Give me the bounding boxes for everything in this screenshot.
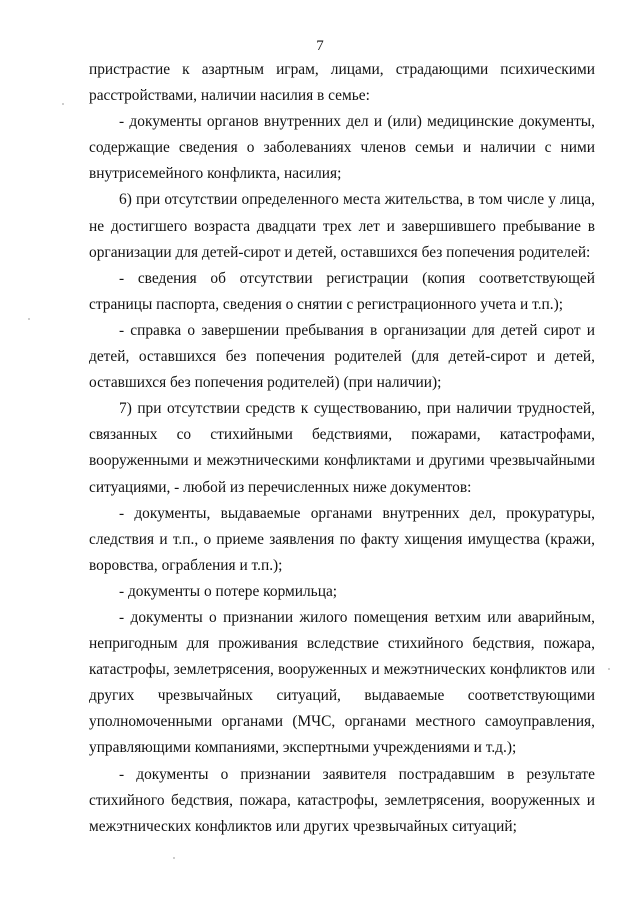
scan-speck [608,668,610,670]
scan-speck [173,857,175,859]
paragraph-continuation: пристрастие к азартным играм, лицами, страдающими психическими расстройствами, наличии насилия в семье: [89,61,595,105]
scan-speck [62,103,64,105]
document-body [89,57,595,840]
list-item-theft-docs: - документы, выдаваемые органами внутренних дел, прокуратуры, следствия и т.п., о приеме заявления по факту хищения имущества (кражи, воровства, ограбления и т.п.); [89,504,595,574]
clause-6-no-residence: 6) при отсутствии определенного места жительства, в том числе у лица, не достигшего возраста двадцати трех лет и завершившего пребывание в организации для детей-сирот и детей, оставшихся без попечения родителей: [89,191,595,261]
list-item-no-registration: - сведения об отсутствии регистрации (копия соответствующей страницы паспорта, сведения о снятии с регистрационного учета и т.п.); [89,269,595,313]
list-item-unfit-housing: - документы о признании жилого помещения ветхим или аварийным, непригодным для проживания вследствие стихийного бедствия, пожара, катастрофы, землетрясения, вооруженных и межэтнических конфликтов или других чрезвычайных ситуаций, выдаваемые соответствующими уполномоченными органами (МЧС, органами местного самоуправления, управляющими компаниями, экспертными учреждениями и т.д.); [89,608,595,757]
clause-7-no-means: 7) при отсутствии средств к существованию, при наличии трудностей, связанных со стихийными бедствиями, пожарами, катастрофами, вооруженными и межэтническими конфликтами и другими чрезвычайными ситуациями, - любой из перечисленных ниже документов: [89,400,595,496]
page-number: 7 [316,38,324,54]
scan-speck [28,318,30,320]
list-item-police-medical-docs: - документы органов внутренних дел и (или) медицинские документы, содержащие сведения о заболеваниях членов семьи и наличии с ними внутрисемейного конфликта, насилия; [89,113,595,183]
list-item-orphanage-certificate: - справка о завершении пребывания в организации для детей сирот и детей, оставшихся без попечения родителей (для детей-сирот и детей, оставшихся без попечения родителей) (при наличии); [89,321,595,392]
list-item-loss-of-breadwinner: - документы о потере кормильца; [119,582,338,600]
list-item-victim-status: - документы о признании заявителя пострадавшим в результате стихийного бедствия, пожара, катастрофы, землетрясения, вооруженных и межэтнических конфликтов или других чрезвычайных ситуаций; [89,765,595,835]
